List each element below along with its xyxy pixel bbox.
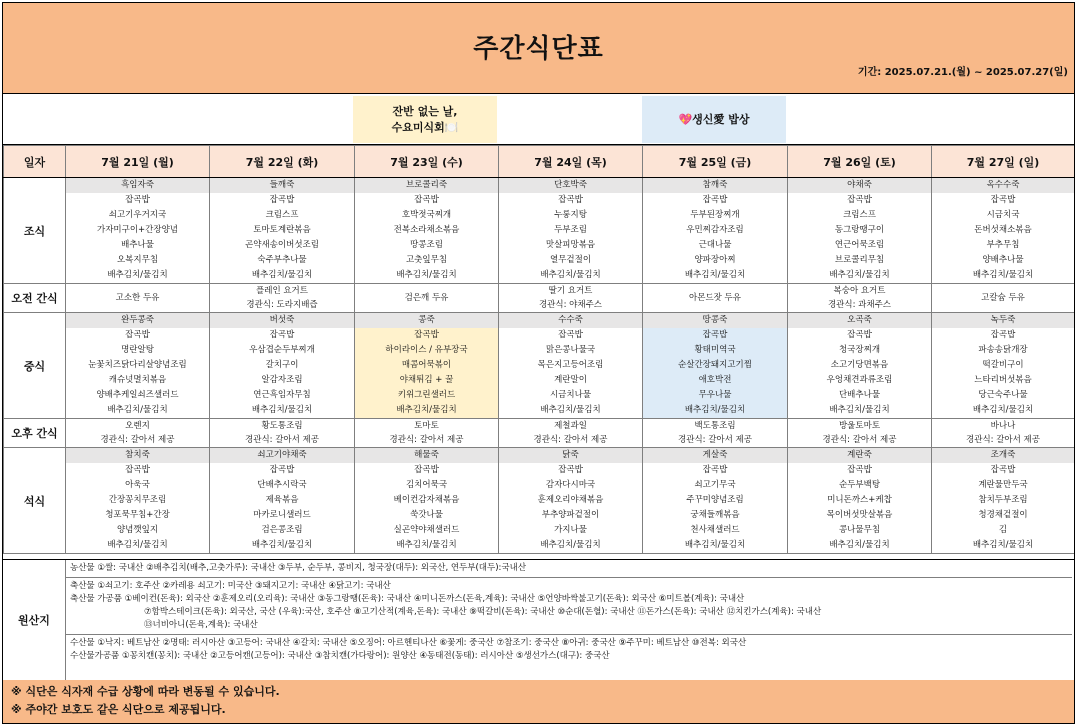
menu-item: 잡곡밥 <box>558 195 583 205</box>
menu-item: 잡곡밥 <box>990 330 1016 340</box>
menu-cell <box>499 419 643 448</box>
menu-item: 경관식: 갈아서 제공 <box>822 435 897 445</box>
menu-cell <box>355 448 499 554</box>
menu-item: 간장꽁치무조림 <box>108 495 167 505</box>
menu-item: 땅콩조림 <box>410 240 443 250</box>
menu-cell <box>66 313 210 419</box>
menu-cell <box>499 313 643 419</box>
menu-cell <box>355 284 499 313</box>
menu-item: 맑은콩나물국 <box>545 345 596 355</box>
menu-item: 배추김치/물김치 <box>251 270 313 280</box>
menu-item: 떡갈비구이 <box>982 360 1024 370</box>
menu-cell <box>643 419 788 448</box>
origin-line: 축산물 ①쇠고기: 호주산 ②카레용 쇠고기: 미국산 ③돼지고기: 국내산 ④닭고기: 국내산 <box>70 581 391 591</box>
origin-line: 농산물 ①쌀: 국내산 ②배추김치(배추,고춧가루): 국내산 ③두부, 순두부, 콩비지, 청국장(대두): 외국산, 연두부(대두):국내산 <box>70 563 527 573</box>
meal-label: 오후 간식 <box>4 419 66 448</box>
menu-item: 가자미구이+간장양념 <box>96 225 179 235</box>
menu-item: 경관식: 갈아서 제공 <box>389 435 464 445</box>
menu-item: 눈꽃치즈닭다리살양념조림 <box>88 360 187 370</box>
day-header: 7월 22일 (화) <box>210 146 355 178</box>
meal-label: 조식 <box>4 178 66 284</box>
menu-item: 잡곡밥 <box>847 195 872 205</box>
menu-item: 토마토 <box>414 421 439 431</box>
menu-item: 감자다시마국 <box>545 480 596 490</box>
menu-item: 두부된장찌개 <box>690 210 740 220</box>
menu-item: 아몬드잣 두유 <box>689 293 741 303</box>
menu-item: 느타리버섯볶음 <box>974 375 1032 385</box>
menu-item: 옥수수죽 <box>932 178 1074 193</box>
menu-item: 경관식: 도라지배즙 <box>246 300 318 310</box>
menu-item: 쇠고기우거지국 <box>108 210 167 220</box>
menu-item: 땅콩죽 <box>643 313 787 328</box>
menu-item: 잡곡밥 <box>125 195 150 205</box>
menu-cell <box>932 284 1075 313</box>
menu-item: 경관식: 야채주스 <box>538 300 603 310</box>
menu-cell <box>210 284 355 313</box>
menu-item: 잡곡밥 <box>414 465 439 475</box>
am-snack-row <box>4 284 1075 313</box>
menu-item: 당근숙주나물 <box>978 390 1028 400</box>
menu-cell <box>643 284 788 313</box>
menu-cell <box>66 419 210 448</box>
menu-item: 청국장찌개 <box>838 345 881 355</box>
menu-cell <box>355 419 499 448</box>
menu-item: 가지나물 <box>554 525 587 535</box>
menu-item: 제철과일 <box>554 421 587 431</box>
origin-label: 원산지 <box>3 560 66 680</box>
origin-body <box>66 560 1072 665</box>
menu-item: 맛살피망볶음 <box>545 240 596 250</box>
menu-item: 우엉채견과류조림 <box>826 375 893 385</box>
menu-item: 배추김치/물김치 <box>396 540 457 550</box>
menu-item: 목이버섯맛살볶음 <box>826 510 893 520</box>
menu-item: 파송송닭개장 <box>978 345 1028 355</box>
menu-item: 동그랑땡구이 <box>834 225 885 235</box>
menu-item: 잡곡밥 <box>702 195 728 205</box>
menu-cell <box>210 448 355 554</box>
menu-item: 녹두죽 <box>932 313 1074 328</box>
menu-item: 계란죽 <box>788 448 931 463</box>
menu-cell <box>210 178 355 284</box>
menu-item: 순두부백탕 <box>838 480 881 490</box>
menu-item: 배추김치/물김치 <box>684 540 746 550</box>
menu-cell <box>932 313 1075 419</box>
menu-item: 배추김치/물김치 <box>540 270 601 280</box>
menu-item: 배추김치/물김치 <box>540 540 601 550</box>
menu-item: 쇠고기무국 <box>694 480 736 490</box>
menu-item: 참치죽 <box>66 448 209 463</box>
menu-cell <box>643 178 788 284</box>
menu-item: 단배추나물 <box>838 390 881 400</box>
menu-item: 크림스프 <box>265 210 299 220</box>
menu-item: 청경채겉절이 <box>978 510 1028 520</box>
menu-item: 복숭아 요거트 <box>833 286 886 296</box>
menu-item: 잡곡밥 <box>125 330 150 340</box>
menu-item: 해물죽 <box>355 448 498 463</box>
menu-item: 김치어묵국 <box>405 480 448 490</box>
menu-item: 흑임자죽 <box>66 178 209 193</box>
menu-cell <box>788 284 932 313</box>
menu-item: 주꾸미양념조림 <box>686 495 744 505</box>
menu-item: 훈제오리야채볶음 <box>537 495 604 505</box>
menu-item: 배추김치/물김치 <box>251 540 313 550</box>
menu-item: 배추김치/물김치 <box>829 270 890 280</box>
menu-item: 잡곡밥 <box>847 465 872 475</box>
menu-item: 경관식: 갈아서 제공 <box>100 435 175 445</box>
menu-item: 천사채샐러드 <box>690 525 740 535</box>
day-header: 7월 27일 (일) <box>932 146 1075 178</box>
menu-item: 열무겉절이 <box>549 255 592 265</box>
menu-item: 실곤약야채샐러드 <box>393 525 460 535</box>
menu-item: 조개죽 <box>932 448 1074 463</box>
breakfast-row <box>4 178 1075 284</box>
day-header: 7월 26일 (토) <box>788 146 932 178</box>
menu-item: 경관식: 갈아서 제공 <box>678 435 752 445</box>
menu-item: 연근흑임자무침 <box>253 390 311 400</box>
origin-group-agri <box>66 560 1072 578</box>
menu-cell <box>355 178 499 284</box>
menu-item: 잡곡밥 <box>125 465 150 475</box>
menu-item: 참치두부조림 <box>978 495 1028 505</box>
menu-cell <box>788 178 932 284</box>
menu-item: 들깨죽 <box>210 178 354 193</box>
menu-item: 우삼겹순두부찌개 <box>249 345 315 355</box>
menu-item: 배추김치/물김치 <box>829 540 890 550</box>
menu-item: 배추김치/물김치 <box>396 270 457 280</box>
origin-line: 수산물 ①낙지: 베트남산 ②명태: 러시아산 ③고등어: 국내산 ④갈치: 국내산 ⑤오징어: 아르헨티나산 ⑥꽃게: 중국산 ⑦참조기: 중국산 ⑧아귀: 중국산 ⑨주꾸미: 베트남산 ⑩전복: 외국산 <box>70 638 747 648</box>
menu-item: 배추김치/물김치 <box>107 405 168 415</box>
meal-label: 석식 <box>4 448 66 554</box>
date-header-row <box>4 146 1075 178</box>
menu-item: 아욱국 <box>125 480 150 490</box>
menu-item: 청포묵무침+간장 <box>105 510 170 520</box>
menu-item: 배추김치/물김치 <box>684 405 746 415</box>
menu-item: 캐슈넛멸치볶음 <box>108 375 167 385</box>
meal-label: 오전 간식 <box>4 284 66 313</box>
menu-item: 오렌지 <box>125 421 150 431</box>
origin-line: 축산물 가공품 ①베이컨(돈육): 외국산 ②훈제오리(오리육): 국내산 ③동그랑땡(돈육): 국내산 ④미니돈까스(돈육,계육): 국내산 ⑤언양바싹불고기(돈육): 외국산 ⑥미트볼(계육): 국내산 <box>70 594 745 604</box>
menu-item: 야채죽 <box>788 178 931 193</box>
menu-item: 순살간장돼지고기찜 <box>678 360 752 370</box>
menu-item: 토마토계란볶음 <box>253 225 311 235</box>
menu-cell <box>499 284 643 313</box>
dinner-row <box>4 448 1075 554</box>
menu-item: 잡곡밥 <box>269 195 295 205</box>
menu-item: 배추김치/물김치 <box>396 405 457 415</box>
menu-cell <box>932 448 1075 554</box>
menu-item: 배추김치/물김치 <box>251 405 313 415</box>
menu-item: 마카로니샐러드 <box>253 510 311 520</box>
menu-item: 잡곡밥 <box>990 195 1016 205</box>
menu-item: 계란물만두국 <box>978 480 1028 490</box>
wednesday-note-line: 잔반 없는 날, <box>392 104 458 118</box>
menu-item: 잡곡밥 <box>847 330 872 340</box>
menu-cell <box>210 419 355 448</box>
menu-item: 고소한 두유 <box>115 293 160 303</box>
menu-item: 딸기 요거트 <box>548 286 593 296</box>
menu-item: 부추양파겉절이 <box>541 510 600 520</box>
menu-item: 완두콩죽 <box>66 313 209 328</box>
menu-item: 애호박전 <box>698 375 732 385</box>
menu-cell <box>499 448 643 554</box>
menu-cell <box>66 448 210 554</box>
menu-item: 잡곡밥 <box>702 330 728 340</box>
menu-item: 콩죽 <box>355 313 498 328</box>
origin-line: ⑬너비아니(돈육,계육): 국내산 <box>144 620 258 630</box>
menu-item: 배추김치/물김치 <box>972 405 1034 415</box>
menu-item: 잡곡밥 <box>702 465 728 475</box>
origin-line: 수산물가공품 ①꽁치캔(꽁치): 국내산 ②고등어캔(고등어): 국내산 ③참치캔(가다랑어): 원양산 ④동태전(동태): 러시아산 ⑤생선가스(대구): 중국산 <box>70 651 610 661</box>
period-text: 기간: 2025.07.21.(월) ~ 2025.07.27(일) <box>857 67 1068 78</box>
menu-item: 배추김치/물김치 <box>540 405 601 415</box>
menu-cell <box>643 313 788 419</box>
menu-item: 전복소라채소볶음 <box>393 225 460 235</box>
menu-cell <box>355 313 499 419</box>
menu-item: 양파장아찌 <box>694 255 736 265</box>
menu-table <box>3 145 1075 554</box>
menu-item: 검은깨 두유 <box>404 293 449 303</box>
origin-line: ⑦함박스테이크(돈육): 외국산, 국산 (우육):국산, 호주산 ⑧고기산적(계육,돈육): 국내산 ⑨떡갈비(돈육): 국내산 ⑩순대(돈혈): 국내산 ⑪돈가스(돈육): 국내산 ⑫치킨가스(계육): 국내산 <box>144 607 822 617</box>
menu-cell <box>66 178 210 284</box>
menu-item: 콩나물무침 <box>838 525 881 535</box>
menu-item: 배추김치/물김치 <box>829 405 890 415</box>
menu-item: 야채튀김 + 꿀 <box>399 375 454 385</box>
menu-item: 키위그린샐러드 <box>397 390 456 400</box>
menu-item: 호박젓국찌개 <box>401 210 452 220</box>
menu-sheet <box>2 2 1075 724</box>
menu-item: 하이라이스 / 유부장국 <box>385 345 468 355</box>
menu-item: 누룽지탕 <box>554 210 587 220</box>
menu-cell <box>932 419 1075 448</box>
page-title: 주간식단표 <box>473 34 604 64</box>
date-header-label: 일자 <box>4 146 66 178</box>
menu-item: 고춧잎무침 <box>405 255 448 265</box>
menu-item: 양념깻잎지 <box>116 525 159 535</box>
menu-item: 단호박죽 <box>499 178 642 193</box>
menu-item: 계란말이 <box>554 375 587 385</box>
menu-item: 잡곡밥 <box>558 465 583 475</box>
menu-item: 배추김치/물김치 <box>107 270 168 280</box>
special-day-notes <box>3 96 1074 145</box>
menu-item: 브로콜리무침 <box>834 255 885 265</box>
menu-item: 돈버섯채소볶음 <box>974 225 1032 235</box>
menu-item: 알감자조림 <box>261 375 303 385</box>
menu-cell <box>788 448 932 554</box>
menu-item: 플레인 요거트 <box>256 286 308 296</box>
origin-group-seafood <box>66 635 1072 665</box>
menu-item: 미니돈까스+케찹 <box>827 495 892 505</box>
menu-item: 제육볶음 <box>265 495 299 505</box>
menu-item: 브로콜리죽 <box>355 178 498 193</box>
day-header: 7월 21일 (월) <box>66 146 210 178</box>
menu-item: 숙주부추나물 <box>257 255 307 265</box>
menu-item: 경관식: 갈아서 제공 <box>533 435 608 445</box>
menu-item: 목은지고등어조림 <box>537 360 604 370</box>
menu-item: 소고기당면볶음 <box>830 360 889 370</box>
menu-item: 오복지무침 <box>116 255 159 265</box>
menu-item: 경관식: 과채주스 <box>827 300 892 310</box>
menu-cell <box>643 448 788 554</box>
menu-cell <box>932 178 1075 284</box>
menu-item: 시금치국 <box>986 210 1020 220</box>
menu-item: 연근어묵조림 <box>834 240 885 250</box>
menu-item: 배추김치/물김치 <box>972 270 1034 280</box>
menu-item: 버섯죽 <box>210 313 354 328</box>
origin-group-livestock <box>66 578 1072 635</box>
menu-item: 경관식: 갈아서 제공 <box>966 435 1040 445</box>
menu-item: 배추김치/물김치 <box>107 540 168 550</box>
menu-item: 매콤어묵볶이 <box>401 360 452 370</box>
day-header: 7월 25일 (금) <box>643 146 788 178</box>
menu-item: 백도통조림 <box>694 421 736 431</box>
menu-item: 게살죽 <box>643 448 787 463</box>
menu-item: 잡곡밥 <box>269 330 295 340</box>
menu-cell <box>788 419 932 448</box>
menu-item: 잡곡밥 <box>414 330 439 340</box>
menu-item: 우민찌감자조림 <box>686 225 744 235</box>
lunch-row <box>4 313 1075 419</box>
wednesday-note <box>353 96 497 143</box>
menu-item: 고칼슘 두유 <box>981 293 1025 303</box>
menu-item: 잡곡밥 <box>269 465 295 475</box>
menu-item: 단배추시락국 <box>257 480 307 490</box>
origin-section <box>3 559 1074 681</box>
menu-item: 양배추나물 <box>982 255 1024 265</box>
menu-item: 김 <box>998 525 1008 535</box>
menu-item: 쇠고기야채죽 <box>210 448 354 463</box>
day-header: 7월 23일 (수) <box>355 146 499 178</box>
menu-item: 잡곡밥 <box>558 330 583 340</box>
menu-item: 잡곡밥 <box>414 195 439 205</box>
menu-item: 배추나물 <box>121 240 154 250</box>
menu-item: 근대나물 <box>698 240 732 250</box>
menu-item: 배추김치/물김치 <box>972 540 1034 550</box>
meal-label: 중식 <box>4 313 66 419</box>
day-header: 7월 24일 (목) <box>499 146 643 178</box>
menu-item: 부추무침 <box>986 240 1020 250</box>
menu-cell <box>210 313 355 419</box>
menu-item: 베이컨감자채볶음 <box>393 495 460 505</box>
menu-item: 경관식: 갈아서 제공 <box>245 435 319 445</box>
pm-snack-row <box>4 419 1075 448</box>
footer-line: ※ 주야간 보호도 같은 식단으로 제공됩니다. <box>11 703 226 716</box>
menu-item: 명란알탕 <box>121 345 154 355</box>
menu-item: 바나나 <box>990 421 1016 431</box>
menu-item: 두부조림 <box>554 225 587 235</box>
menu-cell <box>788 313 932 419</box>
menu-item: 곤약새송이버섯조림 <box>245 240 319 250</box>
friday-note: 💖생신愛 밥상 <box>642 96 786 143</box>
menu-item: 잡곡밥 <box>990 465 1016 475</box>
wednesday-note-line: 수요미식회🍽️ <box>391 120 459 134</box>
menu-item: 방울토마토 <box>838 421 881 431</box>
menu-item: 황도통조림 <box>261 421 303 431</box>
footer-line: ※ 식단은 식자재 수급 상황에 따라 변동될 수 있습니다. <box>11 685 280 698</box>
menu-item: 황태미역국 <box>694 345 736 355</box>
menu-cell <box>499 178 643 284</box>
menu-item: 궁채들깨볶음 <box>690 510 740 520</box>
menu-item: 참깨죽 <box>643 178 787 193</box>
menu-item: 쑥갓나물 <box>410 510 443 520</box>
menu-item: 배추김치/물김치 <box>684 270 746 280</box>
menu-item: 시금치나물 <box>549 390 592 400</box>
menu-cell <box>66 284 210 313</box>
title-banner <box>3 3 1074 94</box>
menu-item: 검은콩조림 <box>261 525 303 535</box>
menu-item: 크림스프 <box>843 210 876 220</box>
menu-item: 오곡죽 <box>788 313 931 328</box>
footer-notice <box>3 680 1074 723</box>
menu-item: 닭죽 <box>499 448 642 463</box>
menu-item: 수수죽 <box>499 313 642 328</box>
menu-item: 무우나물 <box>698 390 732 400</box>
menu-item: 갈치구이 <box>265 360 299 370</box>
menu-item: 양배추케일쇠즈샐러드 <box>96 390 179 400</box>
